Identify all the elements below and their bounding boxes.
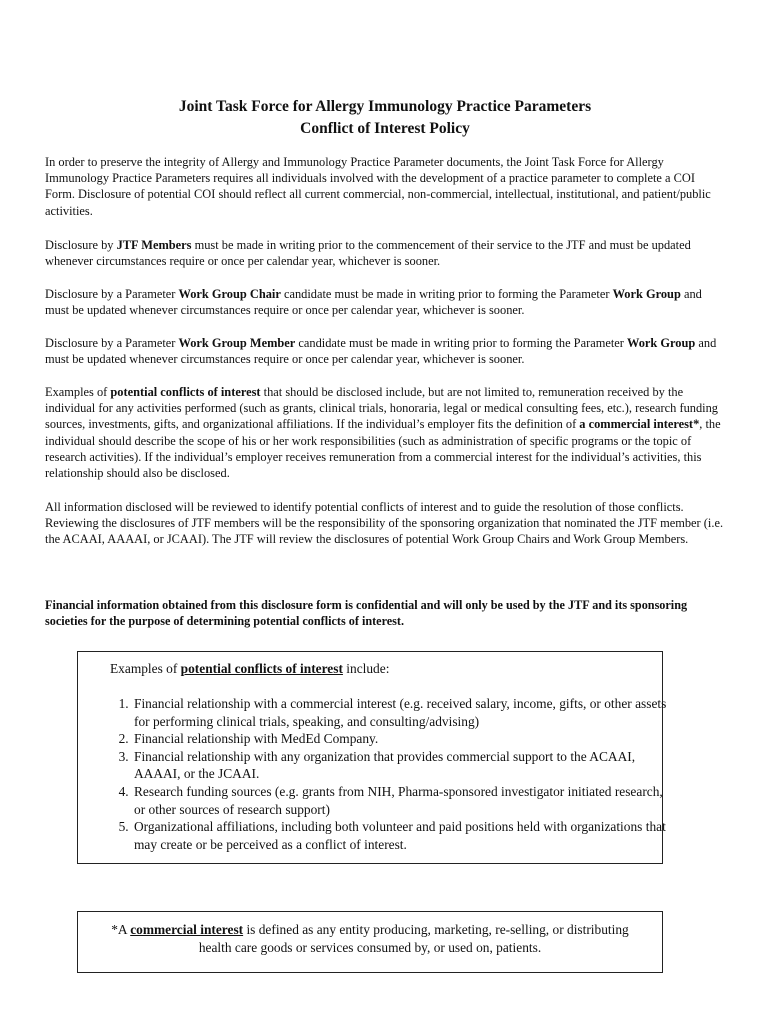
text-run: Examples of xyxy=(45,385,111,399)
bold-run: Work Group Chair xyxy=(178,287,281,301)
list-item: 2. Financial relationship with MedEd Company. xyxy=(132,730,672,748)
bold-run: Work Group xyxy=(612,287,681,301)
text-run: and must be updated whenever circumstances require or once per calendar year, whichever is sooner. xyxy=(45,287,702,318)
text-run: must be made in writing prior to the commencement of their service to the JTF and must be updated whenever circumstances require or once per calendar year, whichever is sooner. xyxy=(45,238,691,269)
text-run: that should be disclosed include, but are not limited to, remuneration received by the individual for any activities performed (such as grants, clinical trials, honoraria, legal or medical consulting fees, etc.), research funding sources, investments, gifts, and organizational affiliations. If the individual’s employer fits the definition of xyxy=(45,385,718,432)
text-run: Disclosure by a Parameter xyxy=(45,287,179,301)
text-run: Disclosure by a Parameter xyxy=(45,336,179,350)
intro-paragraph: In order to preserve the integrity of Allergy and Immunology Practice Parameter documents, the Joint Task Force for Allergy Immunology Practice Parameters requires all individuals involved with the development of a practice parameter to complete a COI Form. Disclosure of potential COI should reflect all current commercial, non-commercial, intellectual, institutional, and patient/public activities. xyxy=(45,155,711,218)
work-group-chair-paragraph xyxy=(45,286,725,318)
document-title: Joint Task Force for Allergy Immunology Practice Parameters xyxy=(178,98,592,115)
jtf-members-paragraph xyxy=(45,237,725,269)
list-item: 1. Financial relationship with a commercial interest (e.g. received salary, income, gifts, or other assets for performing clinical trials, speaking, and consulting/advising) xyxy=(132,695,672,730)
text-run: include: xyxy=(342,661,390,676)
examples-paragraph xyxy=(45,384,725,481)
text-run: , the individual should describe the scope of his or her work responsibilities (such as administration of specific programs or the topic of research activities). If the individual’s employer receives remuneration from a commercial interest for the individual’s activities, this relationship should also be disclosed. xyxy=(45,417,721,481)
underlined-run: potential conflicts of interest xyxy=(180,661,343,676)
text-run: candidate must be made in writing prior to forming the Parameter xyxy=(295,336,627,350)
review-paragraph: All information disclosed will be reviewed to identify potential conflicts of interest and to guide the resolution of those conflicts. Reviewing the disclosures of JTF members will be the responsibility of the sponsoring organization that nominated the JTF member (i.e. the ACAAI, AAAAI, or JCAAI). The JTF will review the disclosures of potential Work Group Chairs and Work Group Members. xyxy=(45,500,724,547)
examples-box-lead xyxy=(110,660,389,678)
list-item: 4. Research funding sources (e.g. grants from NIH, Pharma-sponsored investigator initiated research, or other sources of research support) xyxy=(132,783,672,818)
examples-box xyxy=(77,651,667,864)
confidentiality-notice: Financial information obtained from this disclosure form is confidential and will only be used by the JTF and its sponsoring societies for the purpose of determining potential conflicts of interest. xyxy=(45,598,688,629)
bold-run: potential conflicts of interest xyxy=(110,385,261,399)
text-run: Disclosure by xyxy=(45,238,117,252)
bold-run: Work Group Member xyxy=(178,336,296,350)
bold-run: JTF Members xyxy=(116,238,192,252)
work-group-member-paragraph xyxy=(45,335,725,367)
commercial-interest-definition-box xyxy=(77,911,663,973)
document-subtitle: Conflict of Interest Policy xyxy=(300,120,470,137)
bold-run: Work Group xyxy=(627,336,696,350)
underlined-run: commercial interest xyxy=(130,922,244,937)
list-item: 3. Financial relationship with any organization that provides commercial support to the ACAAI, AAAAI, or the JCAAI. xyxy=(132,748,672,783)
text-run: *A xyxy=(111,922,131,937)
bold-run: a commercial interest* xyxy=(579,417,700,432)
text-run: is defined as any entity producing, marketing, re-selling, or distributing health care goods or services consumed by, or used on, patients. xyxy=(198,922,629,955)
text-run: and must be updated whenever circumstances require or once per calendar year, whichever is sooner. xyxy=(45,336,717,367)
examples-list xyxy=(112,695,672,853)
text-run: candidate must be made in writing prior to forming the Parameter xyxy=(280,287,613,301)
text-run: Examples of xyxy=(110,661,181,676)
list-item: 5. Organizational affiliations, including both volunteer and paid positions held with organizations that may create or be perceived as a conflict of interest. xyxy=(132,818,672,853)
